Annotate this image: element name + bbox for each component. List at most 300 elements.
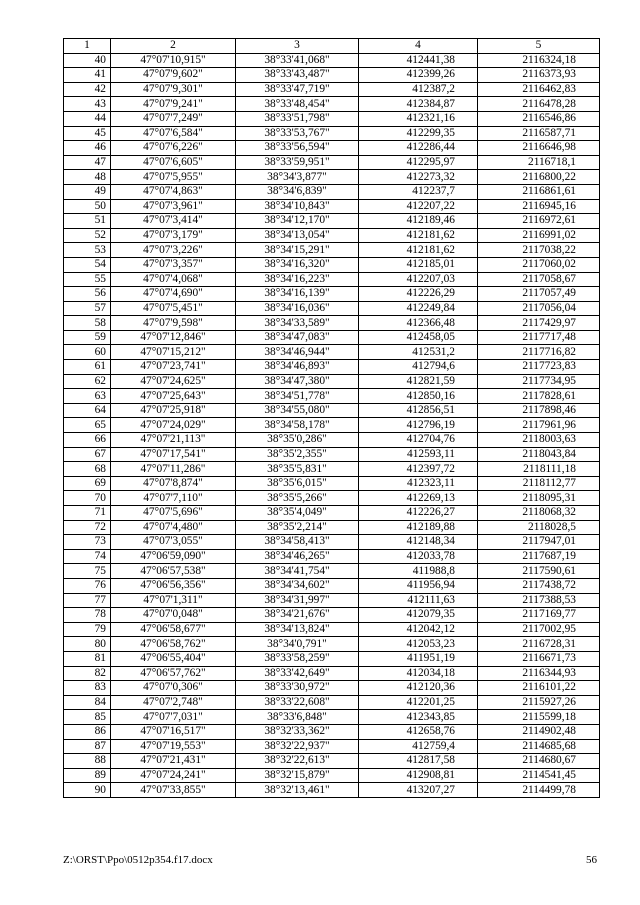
longitude-cell: 38°34'51,778" <box>236 389 359 404</box>
y-coordinate-cell: 2116646,98 <box>478 141 600 156</box>
x-coordinate-cell: 412181,62 <box>359 228 478 243</box>
longitude-cell: 38°35'5,831" <box>236 462 359 477</box>
latitude-cell: 47°07'0,048" <box>111 608 236 623</box>
longitude-cell: 38°33'22,608" <box>236 695 359 710</box>
latitude-cell: 47°07'3,961" <box>111 199 236 214</box>
y-coordinate-cell: 2117947,01 <box>478 535 600 550</box>
header-cell: 2 <box>111 39 236 54</box>
longitude-cell: 38°33'30,972" <box>236 681 359 696</box>
table-row <box>64 257 600 272</box>
x-coordinate-cell: 412794,6 <box>359 360 478 375</box>
longitude-cell: 38°34'47,083" <box>236 330 359 345</box>
y-coordinate-cell: 2114680,67 <box>478 754 600 769</box>
latitude-cell: 47°07'6,605" <box>111 155 236 170</box>
x-coordinate-cell: 411951,19 <box>359 651 478 666</box>
table-row <box>64 783 600 798</box>
table-row <box>64 184 600 199</box>
point-number-cell: 73 <box>64 535 111 550</box>
y-coordinate-cell: 2114902,48 <box>478 724 600 739</box>
longitude-cell: 38°34'0,791" <box>236 637 359 652</box>
latitude-cell: 47°07'11,286" <box>111 462 236 477</box>
longitude-cell: 38°35'2,355" <box>236 447 359 462</box>
longitude-cell: 38°33'48,454" <box>236 97 359 112</box>
latitude-cell: 47°07'21,431" <box>111 754 236 769</box>
latitude-cell: 47°07'4,863" <box>111 184 236 199</box>
x-coordinate-cell: 412817,58 <box>359 754 478 769</box>
point-number-cell: 89 <box>64 768 111 783</box>
longitude-cell: 38°34'16,223" <box>236 272 359 287</box>
latitude-cell: 47°06'57,538" <box>111 564 236 579</box>
y-coordinate-cell: 2117961,96 <box>478 418 600 433</box>
latitude-cell: 47°07'25,643" <box>111 389 236 404</box>
longitude-cell: 38°32'33,362" <box>236 724 359 739</box>
longitude-cell: 38°34'10,843" <box>236 199 359 214</box>
table-row <box>64 637 600 652</box>
table-row <box>64 710 600 725</box>
table-row <box>64 549 600 564</box>
latitude-cell: 47°07'15,212" <box>111 345 236 360</box>
x-coordinate-cell: 412343,85 <box>359 710 478 725</box>
x-coordinate-cell: 412299,35 <box>359 126 478 141</box>
longitude-cell: 38°34'15,291" <box>236 243 359 258</box>
header-cell: 3 <box>236 39 359 54</box>
point-number-cell: 45 <box>64 126 111 141</box>
latitude-cell: 47°07'24,029" <box>111 418 236 433</box>
y-coordinate-cell: 2116800,22 <box>478 170 600 185</box>
x-coordinate-cell: 412704,76 <box>359 433 478 448</box>
longitude-cell: 38°34'46,265" <box>236 549 359 564</box>
longitude-cell: 38°34'47,380" <box>236 374 359 389</box>
longitude-cell: 38°34'31,997" <box>236 593 359 608</box>
table-row <box>64 491 600 506</box>
latitude-cell: 47°07'8,874" <box>111 476 236 491</box>
header-cell: 1 <box>64 39 111 54</box>
table-row <box>64 447 600 462</box>
point-number-cell: 87 <box>64 739 111 754</box>
longitude-cell: 38°34'13,054" <box>236 228 359 243</box>
point-number-cell: 70 <box>64 491 111 506</box>
point-number-cell: 66 <box>64 433 111 448</box>
table-row <box>64 564 600 579</box>
table-row <box>64 754 600 769</box>
point-number-cell: 68 <box>64 462 111 477</box>
table-row <box>64 155 600 170</box>
point-number-cell: 48 <box>64 170 111 185</box>
table-row <box>64 301 600 316</box>
y-coordinate-cell: 2117058,67 <box>478 272 600 287</box>
latitude-cell: 47°06'58,677" <box>111 622 236 637</box>
y-coordinate-cell: 2115599,18 <box>478 710 600 725</box>
longitude-cell: 38°33'56,594" <box>236 141 359 156</box>
x-coordinate-cell: 412201,25 <box>359 695 478 710</box>
latitude-cell: 47°07'3,226" <box>111 243 236 258</box>
x-coordinate-cell: 412796,19 <box>359 418 478 433</box>
footer-file-path: Z:\ORST\Ppo\0512p354.f17.docx <box>63 854 213 866</box>
longitude-cell: 38°34'3,877" <box>236 170 359 185</box>
table-row <box>64 666 600 681</box>
latitude-cell: 47°07'10,915" <box>111 53 236 68</box>
y-coordinate-cell: 2116478,28 <box>478 97 600 112</box>
longitude-cell: 38°34'21,676" <box>236 608 359 623</box>
table-row <box>64 111 600 126</box>
longitude-cell: 38°34'6,839" <box>236 184 359 199</box>
table-row <box>64 695 600 710</box>
latitude-cell: 47°07'24,241" <box>111 768 236 783</box>
longitude-cell: 38°34'55,080" <box>236 403 359 418</box>
table-row <box>64 389 600 404</box>
y-coordinate-cell: 2117056,04 <box>478 301 600 316</box>
longitude-cell: 38°34'12,170" <box>236 214 359 229</box>
x-coordinate-cell: 412226,29 <box>359 287 478 302</box>
x-coordinate-cell: 412185,01 <box>359 257 478 272</box>
x-coordinate-cell: 412207,03 <box>359 272 478 287</box>
x-coordinate-cell: 412295,97 <box>359 155 478 170</box>
longitude-cell: 38°35'4,049" <box>236 506 359 521</box>
x-coordinate-cell: 412033,78 <box>359 549 478 564</box>
table-row <box>64 768 600 783</box>
point-number-cell: 55 <box>64 272 111 287</box>
y-coordinate-cell: 2116972,61 <box>478 214 600 229</box>
point-number-cell: 52 <box>64 228 111 243</box>
longitude-cell: 38°34'33,589" <box>236 316 359 331</box>
longitude-cell: 38°33'53,767" <box>236 126 359 141</box>
latitude-cell: 47°07'6,226" <box>111 141 236 156</box>
point-number-cell: 85 <box>64 710 111 725</box>
longitude-cell: 38°35'2,214" <box>236 520 359 535</box>
x-coordinate-cell: 412850,16 <box>359 389 478 404</box>
coordinates-table <box>63 38 600 798</box>
latitude-cell: 47°06'59,090" <box>111 549 236 564</box>
x-coordinate-cell: 412111,63 <box>359 593 478 608</box>
y-coordinate-cell: 2117723,83 <box>478 360 600 375</box>
y-coordinate-cell: 2117590,61 <box>478 564 600 579</box>
y-coordinate-cell: 2116945,16 <box>478 199 600 214</box>
table-row <box>64 345 600 360</box>
latitude-cell: 47°07'25,918" <box>111 403 236 418</box>
table-row <box>64 418 600 433</box>
longitude-cell: 38°33'42,649" <box>236 666 359 681</box>
point-number-cell: 49 <box>64 184 111 199</box>
latitude-cell: 47°07'33,855" <box>111 783 236 798</box>
latitude-cell: 47°07'3,179" <box>111 228 236 243</box>
latitude-cell: 47°07'7,031" <box>111 710 236 725</box>
table-row <box>64 126 600 141</box>
y-coordinate-cell: 2117716,82 <box>478 345 600 360</box>
table-row <box>64 433 600 448</box>
table-row <box>64 622 600 637</box>
longitude-cell: 38°33'59,951" <box>236 155 359 170</box>
longitude-cell: 38°32'15,879" <box>236 768 359 783</box>
point-number-cell: 62 <box>64 374 111 389</box>
x-coordinate-cell: 412821,59 <box>359 374 478 389</box>
header-cell: 5 <box>478 39 600 54</box>
latitude-cell: 47°07'5,451" <box>111 301 236 316</box>
y-coordinate-cell: 2114499,78 <box>478 783 600 798</box>
point-number-cell: 42 <box>64 82 111 97</box>
table-row <box>64 476 600 491</box>
table-row <box>64 287 600 302</box>
latitude-cell: 47°07'0,306" <box>111 681 236 696</box>
x-coordinate-cell: 412034,18 <box>359 666 478 681</box>
longitude-cell: 38°32'13,461" <box>236 783 359 798</box>
longitude-cell: 38°33'47,719" <box>236 82 359 97</box>
point-number-cell: 40 <box>64 53 111 68</box>
latitude-cell: 47°07'21,113" <box>111 433 236 448</box>
x-coordinate-cell: 412856,51 <box>359 403 478 418</box>
latitude-cell: 47°07'3,055" <box>111 535 236 550</box>
longitude-cell: 38°33'58,259" <box>236 651 359 666</box>
latitude-cell: 47°07'9,602" <box>111 68 236 83</box>
y-coordinate-cell: 2117717,48 <box>478 330 600 345</box>
y-coordinate-cell: 2118095,31 <box>478 491 600 506</box>
point-number-cell: 63 <box>64 389 111 404</box>
y-coordinate-cell: 2118068,32 <box>478 506 600 521</box>
table-row <box>64 462 600 477</box>
table-row <box>64 170 600 185</box>
point-number-cell: 64 <box>64 403 111 418</box>
latitude-cell: 47°07'9,598" <box>111 316 236 331</box>
latitude-cell: 47°07'4,690" <box>111 287 236 302</box>
x-coordinate-cell: 412120,36 <box>359 681 478 696</box>
table-row <box>64 53 600 68</box>
x-coordinate-cell: 412207,22 <box>359 199 478 214</box>
latitude-cell: 47°07'5,955" <box>111 170 236 185</box>
table-row <box>64 68 600 83</box>
y-coordinate-cell: 2117057,49 <box>478 287 600 302</box>
longitude-cell: 38°35'6,015" <box>236 476 359 491</box>
longitude-cell: 38°33'51,798" <box>236 111 359 126</box>
x-coordinate-cell: 412531,2 <box>359 345 478 360</box>
table-row <box>64 681 600 696</box>
longitude-cell: 38°34'13,824" <box>236 622 359 637</box>
longitude-cell: 38°34'46,893" <box>236 360 359 375</box>
latitude-cell: 47°07'3,414" <box>111 214 236 229</box>
table-header-row <box>64 39 600 54</box>
table-row <box>64 403 600 418</box>
longitude-cell: 38°32'22,613" <box>236 754 359 769</box>
y-coordinate-cell: 2118003,63 <box>478 433 600 448</box>
point-number-cell: 50 <box>64 199 111 214</box>
x-coordinate-cell: 412042,12 <box>359 622 478 637</box>
y-coordinate-cell: 2116718,1 <box>478 155 600 170</box>
x-coordinate-cell: 412908,81 <box>359 768 478 783</box>
x-coordinate-cell: 412053,23 <box>359 637 478 652</box>
point-number-cell: 71 <box>64 506 111 521</box>
y-coordinate-cell: 2117002,95 <box>478 622 600 637</box>
y-coordinate-cell: 2118111,18 <box>478 462 600 477</box>
longitude-cell: 38°34'16,139" <box>236 287 359 302</box>
table-row <box>64 593 600 608</box>
point-number-cell: 44 <box>64 111 111 126</box>
point-number-cell: 58 <box>64 316 111 331</box>
table-row <box>64 199 600 214</box>
x-coordinate-cell: 412249,84 <box>359 301 478 316</box>
latitude-cell: 47°07'6,584" <box>111 126 236 141</box>
longitude-cell: 38°35'0,286" <box>236 433 359 448</box>
table-row <box>64 97 600 112</box>
longitude-cell: 38°34'58,413" <box>236 535 359 550</box>
point-number-cell: 81 <box>64 651 111 666</box>
latitude-cell: 47°07'9,301" <box>111 82 236 97</box>
x-coordinate-cell: 412237,7 <box>359 184 478 199</box>
latitude-cell: 47°07'5,696" <box>111 506 236 521</box>
y-coordinate-cell: 2116587,71 <box>478 126 600 141</box>
point-number-cell: 88 <box>64 754 111 769</box>
y-coordinate-cell: 2116546,86 <box>478 111 600 126</box>
y-coordinate-cell: 2116991,02 <box>478 228 600 243</box>
x-coordinate-cell: 412148,34 <box>359 535 478 550</box>
header-cell: 4 <box>359 39 478 54</box>
x-coordinate-cell: 412458,05 <box>359 330 478 345</box>
point-number-cell: 51 <box>64 214 111 229</box>
point-number-cell: 59 <box>64 330 111 345</box>
point-number-cell: 82 <box>64 666 111 681</box>
table-row <box>64 141 600 156</box>
table-row <box>64 374 600 389</box>
latitude-cell: 47°06'56,356" <box>111 578 236 593</box>
latitude-cell: 47°07'23,741" <box>111 360 236 375</box>
latitude-cell: 47°07'4,480" <box>111 520 236 535</box>
table-row <box>64 651 600 666</box>
table-row <box>64 578 600 593</box>
table-row <box>64 739 600 754</box>
table-row <box>64 82 600 97</box>
longitude-cell: 38°33'6,848" <box>236 710 359 725</box>
latitude-cell: 47°07'2,748" <box>111 695 236 710</box>
table-row <box>64 360 600 375</box>
table-row <box>64 535 600 550</box>
x-coordinate-cell: 412323,11 <box>359 476 478 491</box>
y-coordinate-cell: 2117828,61 <box>478 389 600 404</box>
y-coordinate-cell: 2116101,22 <box>478 681 600 696</box>
latitude-cell: 47°06'55,404" <box>111 651 236 666</box>
point-number-cell: 76 <box>64 578 111 593</box>
longitude-cell: 38°33'41,068" <box>236 53 359 68</box>
latitude-cell: 47°07'3,357" <box>111 257 236 272</box>
point-number-cell: 78 <box>64 608 111 623</box>
table-row <box>64 272 600 287</box>
y-coordinate-cell: 2118028,5 <box>478 520 600 535</box>
table-row <box>64 330 600 345</box>
longitude-cell: 38°34'16,036" <box>236 301 359 316</box>
latitude-cell: 47°07'17,541" <box>111 447 236 462</box>
latitude-cell: 47°07'7,110" <box>111 491 236 506</box>
point-number-cell: 41 <box>64 68 111 83</box>
longitude-cell: 38°34'58,178" <box>236 418 359 433</box>
point-number-cell: 54 <box>64 257 111 272</box>
point-number-cell: 77 <box>64 593 111 608</box>
longitude-cell: 38°34'16,320" <box>236 257 359 272</box>
x-coordinate-cell: 412286,44 <box>359 141 478 156</box>
x-coordinate-cell: 412189,46 <box>359 214 478 229</box>
y-coordinate-cell: 2115927,26 <box>478 695 600 710</box>
point-number-cell: 60 <box>64 345 111 360</box>
table-row <box>64 228 600 243</box>
point-number-cell: 84 <box>64 695 111 710</box>
x-coordinate-cell: 412384,87 <box>359 97 478 112</box>
table-row <box>64 506 600 521</box>
latitude-cell: 47°07'7,249" <box>111 111 236 126</box>
latitude-cell: 47°07'4,068" <box>111 272 236 287</box>
latitude-cell: 47°07'19,553" <box>111 739 236 754</box>
x-coordinate-cell: 412181,62 <box>359 243 478 258</box>
y-coordinate-cell: 2114685,68 <box>478 739 600 754</box>
latitude-cell: 47°07'24,625" <box>111 374 236 389</box>
longitude-cell: 38°34'34,602" <box>236 578 359 593</box>
table-row <box>64 316 600 331</box>
point-number-cell: 67 <box>64 447 111 462</box>
point-number-cell: 80 <box>64 637 111 652</box>
y-coordinate-cell: 2117060,02 <box>478 257 600 272</box>
x-coordinate-cell: 412387,2 <box>359 82 478 97</box>
y-coordinate-cell: 2116671,73 <box>478 651 600 666</box>
y-coordinate-cell: 2118043,84 <box>478 447 600 462</box>
y-coordinate-cell: 2114541,45 <box>478 768 600 783</box>
point-number-cell: 72 <box>64 520 111 535</box>
x-coordinate-cell: 412273,32 <box>359 170 478 185</box>
point-number-cell: 61 <box>64 360 111 375</box>
latitude-cell: 47°07'1,311" <box>111 593 236 608</box>
footer-page-number: 56 <box>586 854 597 866</box>
y-coordinate-cell: 2116344,93 <box>478 666 600 681</box>
y-coordinate-cell: 2117388,53 <box>478 593 600 608</box>
x-coordinate-cell: 412658,76 <box>359 724 478 739</box>
longitude-cell: 38°34'41,754" <box>236 564 359 579</box>
x-coordinate-cell: 412366,48 <box>359 316 478 331</box>
table-row <box>64 520 600 535</box>
point-number-cell: 90 <box>64 783 111 798</box>
latitude-cell: 47°06'58,762" <box>111 637 236 652</box>
x-coordinate-cell: 411988,8 <box>359 564 478 579</box>
point-number-cell: 74 <box>64 549 111 564</box>
table-row <box>64 608 600 623</box>
x-coordinate-cell: 412399,26 <box>359 68 478 83</box>
point-number-cell: 57 <box>64 301 111 316</box>
x-coordinate-cell: 411956,94 <box>359 578 478 593</box>
x-coordinate-cell: 412759,4 <box>359 739 478 754</box>
longitude-cell: 38°35'5,266" <box>236 491 359 506</box>
longitude-cell: 38°33'43,487" <box>236 68 359 83</box>
y-coordinate-cell: 2116324,18 <box>478 53 600 68</box>
point-number-cell: 75 <box>64 564 111 579</box>
point-number-cell: 83 <box>64 681 111 696</box>
x-coordinate-cell: 412226,27 <box>359 506 478 521</box>
x-coordinate-cell: 413207,27 <box>359 783 478 798</box>
longitude-cell: 38°32'22,937" <box>236 739 359 754</box>
y-coordinate-cell: 2117687,19 <box>478 549 600 564</box>
x-coordinate-cell: 412593,11 <box>359 447 478 462</box>
point-number-cell: 79 <box>64 622 111 637</box>
y-coordinate-cell: 2117429,97 <box>478 316 600 331</box>
table-row <box>64 724 600 739</box>
point-number-cell: 46 <box>64 141 111 156</box>
x-coordinate-cell: 412189,88 <box>359 520 478 535</box>
table-row <box>64 214 600 229</box>
point-number-cell: 86 <box>64 724 111 739</box>
point-number-cell: 43 <box>64 97 111 112</box>
latitude-cell: 47°07'16,517" <box>111 724 236 739</box>
point-number-cell: 56 <box>64 287 111 302</box>
point-number-cell: 47 <box>64 155 111 170</box>
point-number-cell: 65 <box>64 418 111 433</box>
y-coordinate-cell: 2117898,46 <box>478 403 600 418</box>
y-coordinate-cell: 2118112,77 <box>478 476 600 491</box>
y-coordinate-cell: 2116373,93 <box>478 68 600 83</box>
latitude-cell: 47°07'9,241" <box>111 97 236 112</box>
y-coordinate-cell: 2117438,72 <box>478 578 600 593</box>
table-row <box>64 243 600 258</box>
y-coordinate-cell: 2117169,77 <box>478 608 600 623</box>
